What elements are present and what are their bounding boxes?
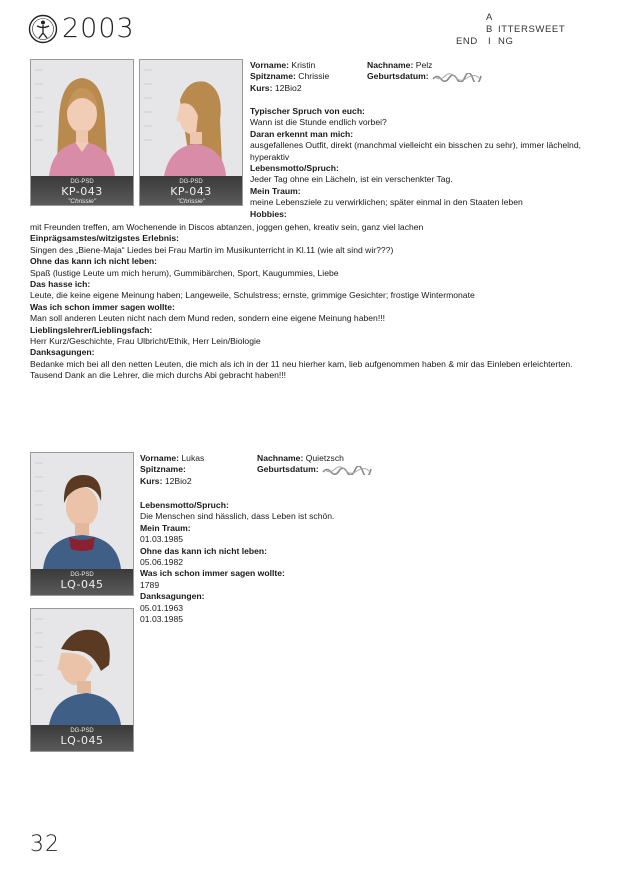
section-text: mit Freunden treffen, am Wochenende in Discos abtanzen, joggen gehen, kreativ sein, ganz viel lachen <box>30 222 424 232</box>
section-text: Wann ist die Stunde endlich vorbei? <box>250 117 387 128</box>
section-text: Leute, die keine eigene Meinung haben; Langeweile, Schulstress; ernste, grimmige Gesichter; frostige Wintermonate <box>30 290 475 301</box>
label-spitzname: Spitzname: <box>250 71 296 82</box>
photo-front-card <box>30 59 134 206</box>
section-label: Was ich schon immer sagen wollte: <box>140 568 285 579</box>
plate-nickname: "Chrissie" <box>67 198 97 205</box>
photo-side-card <box>30 608 134 752</box>
label-nachname: Nachname: <box>257 453 304 463</box>
label-vorname: Vorname: <box>250 60 289 70</box>
section-text: Bedanke mich bei all den netten Leuten, die mich als ich in der 11 neu hierher kam, lieb aufgenommen haben & mir das Einleben erleichterten. <box>30 358 573 369</box>
section-text: 05.06.1982 <box>140 557 184 568</box>
plate-org: DG-PSD <box>70 728 94 734</box>
value-kurs: 12Bio2 <box>274 82 302 93</box>
section-text: Jeder Tag ohne ein Lächeln, ist ein verschenkter Tag. <box>250 174 453 185</box>
label-geburtsdatum: Geburtsdatum: <box>367 71 429 82</box>
id-plate <box>31 725 133 751</box>
label-kurs: Kurs: <box>250 82 273 93</box>
section-label: Daran erkennt man mich: <box>250 128 354 139</box>
plate-nickname: "Chrissie" <box>176 198 206 205</box>
plate-org: DG-PSD <box>70 572 94 578</box>
value-kurs: 12Bio2 <box>164 475 192 486</box>
portrait-side-photo <box>31 609 133 725</box>
student-1-answers-top <box>250 106 590 220</box>
plate-org: DG-PSD <box>179 179 203 185</box>
brand-letter-i: I <box>488 36 492 47</box>
student-1-info <box>250 60 590 94</box>
label-spitzname: Spitzname: <box>140 464 186 475</box>
plate-code: KP-043 <box>170 185 212 198</box>
section-label: Lebensmotto/Spruch: <box>140 500 229 510</box>
section-text: Tausend Dank an die Lehrer, die mich durchs Abi gebracht haben!!! <box>30 370 287 381</box>
section-text: Herr Kurz/Geschichte, Frau Ulbricht/Ethik, Herr Lein/Biologie <box>30 336 261 347</box>
value-nachname: Pelz <box>415 60 433 70</box>
section-label: Ohne das kann ich nicht leben: <box>30 256 158 267</box>
section-text: Man soll anderen Leuten nicht nach dem Mund reden, sondern eine eigene Meinung haben!!! <box>30 313 385 324</box>
student-2-info <box>140 453 440 487</box>
section-label: Lebensmotto/Spruch: <box>250 163 339 174</box>
portrait-side-photo <box>140 60 242 176</box>
label-vorname: Vorname: <box>140 453 179 463</box>
value-vorname: Lukas <box>181 453 205 463</box>
value-vorname: Kristin <box>291 60 316 70</box>
section-label: Danksagungen: <box>140 591 205 602</box>
section-label: Lieblingslehrer/Lieblingsfach: <box>30 324 153 335</box>
value-nachname: Quietzsch <box>305 453 344 463</box>
section-text: meine Lebensziele zu verwirklichen; später einmal in den Staaten leben <box>250 197 523 208</box>
id-plate <box>31 569 133 595</box>
section-text: ausgefallenes Outfit, direkt (manchmal vielleicht ein bisschen zu sehr), immer lächelnd, hyperaktiv <box>250 140 582 162</box>
portrait-front-photo <box>31 453 133 569</box>
page-number: 32 <box>30 832 60 857</box>
student-2-answers <box>140 500 460 625</box>
section-label: Typischer Spruch von euch: <box>250 106 365 116</box>
section-text: Spaß (lustige Leute um mich herum), Gummibärchen, Sport, Kaugummies, Liebe <box>30 267 339 278</box>
section-label: Danksagungen: <box>30 347 95 358</box>
section-text: 1789 <box>140 579 160 590</box>
section-text: Singen des „Biene-Maja“ Liedes bei Frau Martin im Musikunterricht in Kl.11 (wie alt sind wir???) <box>30 244 394 255</box>
section-label: Das hasse ich: <box>30 279 91 290</box>
photo-side-card <box>139 59 243 206</box>
plate-code: KP-043 <box>61 185 103 198</box>
redacted-scribble <box>321 466 375 475</box>
section-label: Mein Traum: <box>250 185 301 196</box>
section-text: 05.01.1963 <box>140 602 184 613</box>
yearbook-logo <box>28 14 135 44</box>
section-label: Ohne das kann ich nicht leben: <box>140 545 268 556</box>
section-text: 01.03.1985 <box>140 534 184 545</box>
redacted-scribble <box>431 73 485 82</box>
section-label: Einprägsamstes/witzigstes Erlebnis: <box>30 233 180 244</box>
section-text: 01.03.1985 <box>140 614 184 625</box>
plate-code: LQ-045 <box>60 578 104 591</box>
label-geburtsdatum: Geburtsdatum: <box>257 464 319 475</box>
value-spitzname: Chrissie <box>298 71 330 82</box>
label-kurs: Kurs: <box>140 475 163 486</box>
label-nachname: Nachname: <box>367 60 414 70</box>
brand-ittersweet: ITTERSWEET <box>498 24 566 35</box>
brand-ng: NG <box>498 36 514 47</box>
section-label: Hobbies: <box>250 208 287 219</box>
section-label: Mein Traum: <box>140 522 191 533</box>
plate-code: LQ-045 <box>60 734 104 747</box>
id-plate <box>31 176 133 205</box>
section-text: Die Menschen sind hässlich, dass Leben ist schön. <box>140 511 335 522</box>
section-label: Was ich schon immer sagen wollte: <box>30 301 175 312</box>
emblem-icon <box>28 14 58 44</box>
id-plate <box>140 176 242 205</box>
brand-letter-a: A <box>486 12 493 23</box>
brand-end: END <box>456 36 478 47</box>
brand-wordmark <box>456 12 590 48</box>
brand-letter-b: B <box>486 24 493 35</box>
plate-org: DG-PSD <box>70 179 94 185</box>
photo-front-card <box>30 452 134 596</box>
year-title: 2003 <box>62 13 135 44</box>
portrait-front-photo <box>31 60 133 176</box>
student-1-answers-bottom <box>30 222 590 382</box>
